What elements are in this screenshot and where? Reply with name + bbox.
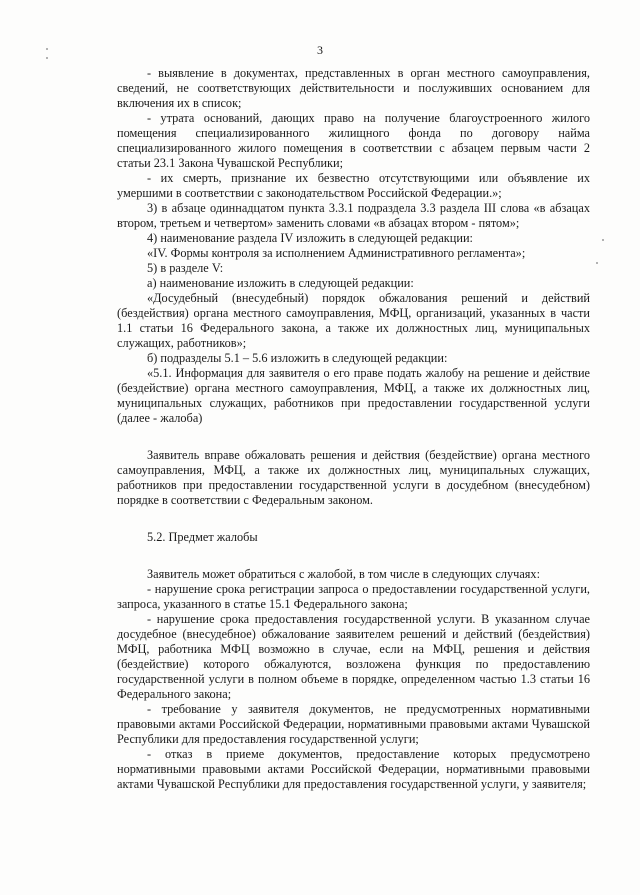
- paragraph: - выявление в документах, представленных в орган местного самоуправления, сведений, не соответствующих действительности и послуживших основанием для включения их в список;: [117, 66, 590, 110]
- paragraph: «5.1. Информация для заявителя о его праве подать жалобу на решение и действие (бездействие) органа местного самоуправления, МФЦ, а также их должностных лиц, муниципальных служащих, работников при предоставлении государственной услуги (далее - жалоба): [117, 366, 590, 425]
- paragraph: а) наименование изложить в следующей редакции:: [147, 276, 414, 290]
- paragraph: «IV. Формы контроля за исполнением Административного регламента»;: [147, 246, 526, 260]
- paragraph: - требование у заявителя документов, не предусмотренных нормативными правовыми актами Российской Федерации, нормативными правовыми актами Чувашской Республики для предоставления государственной услуги;: [117, 702, 590, 746]
- paragraph: - нарушение срока регистрации запроса о предоставлении государственной услуги, запроса, указанного в статье 15.1 Федерального закона;: [117, 582, 590, 611]
- section-heading: 5.2. Предмет жалобы: [147, 530, 258, 544]
- paragraph: - отказ в приеме документов, предоставление которых предусмотрено нормативными правовыми актами Российской Федерации, нормативными правовыми актами Чувашской Республики для предоставления государственной услуги, у заявителя;: [117, 747, 590, 791]
- paragraph: - утрата оснований, дающих право на получение благоустроенного жилого помещения специализированного жилищного фонда по договору найма специализированного жилого помещения в соответствии с абзацем первым части 2 статьи 23.1 Закона Чувашской Республики;: [117, 111, 590, 170]
- paragraph: Заявитель может обратиться с жалобой, в том числе в следующих случаях:: [147, 567, 541, 581]
- document-body: [117, 66, 590, 792]
- paragraph: 4) наименование раздела IV изложить в следующей редакции:: [147, 231, 473, 245]
- paragraph: Заявитель вправе обжаловать решения и действия (бездействие) органа местного самоуправления, МФЦ, а также их должностных лиц, муниципальных служащих, работников при предоставлении государственной услуги в досудебном (внесудебном) порядке в соответствии с Федеральным законом.: [117, 448, 590, 507]
- scan-speck: [596, 262, 598, 264]
- paragraph: «Досудебный (внесудебный) порядок обжалования решений и действий (бездействия) органа местного самоуправления, МФЦ, организаций, указанных в части 1.1 статьи 16 Федерального закона, а также их должностных лиц, муниципальных служащих, работников»;: [117, 291, 590, 350]
- scan-speck: [46, 57, 48, 59]
- paragraph: - их смерть, признание их безвестно отсутствующими или объявление их умершими в соответствии с законодательством Российской Федерации.»;: [117, 171, 590, 200]
- paragraph: - нарушение срока предоставления государственной услуги. В указанном случае досудебное (внесудебное) обжалование заявителем решений и действий (бездействия) МФЦ, работника МФЦ возможно в случае, если на МФЦ, решения и действия (бездействие) которого обжалуются, возложена функция по предоставлению государственной услуги в полном объеме в порядке, определенном частью 1.3 статьи 16 Федерального закона;: [117, 612, 590, 701]
- scan-speck: [602, 239, 604, 241]
- paragraph: 3) в абзаце одиннадцатом пункта 3.3.1 подраздела 3.3 раздела III слова «в абзацах втором, третьем и четвертом» заменить словами «в абзацах втором - пятом»;: [117, 201, 590, 230]
- paragraph: б) подразделы 5.1 – 5.6 изложить в следующей редакции:: [147, 351, 448, 365]
- page-number: 3: [317, 43, 323, 57]
- scan-speck: [46, 48, 48, 50]
- paragraph: 5) в разделе V:: [147, 261, 224, 275]
